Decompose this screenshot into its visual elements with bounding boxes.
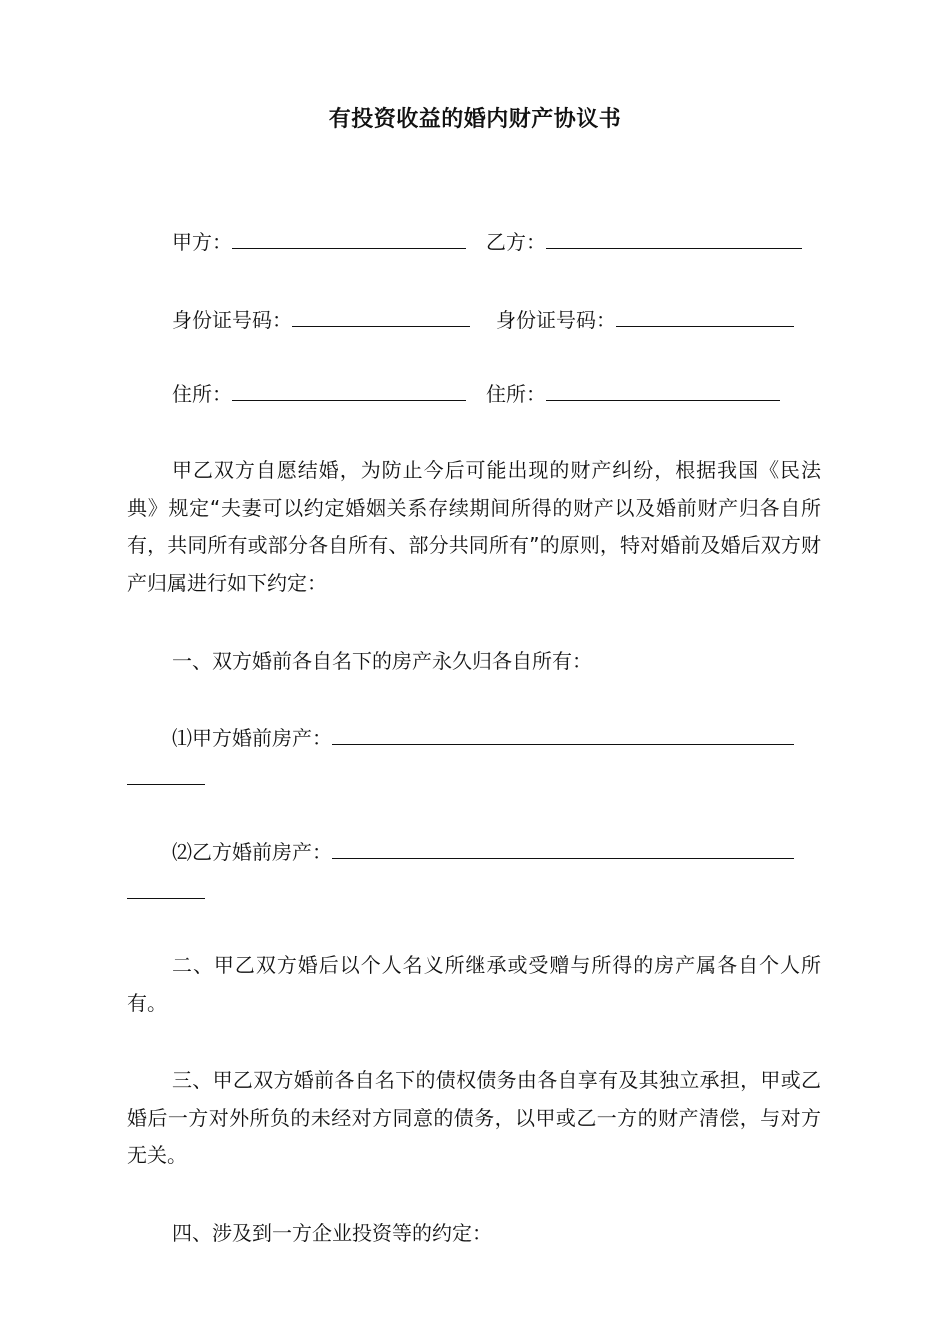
- id-a-blank: [292, 308, 470, 327]
- address-b-blank: [546, 382, 780, 401]
- party-a-field: [172, 229, 466, 255]
- party-a-blank: [232, 230, 466, 249]
- party-b-field: [486, 229, 802, 255]
- id-b-field: [496, 307, 794, 333]
- document-title: 有投资收益的婚内财产协议书: [328, 107, 622, 132]
- id-b-blank: [616, 308, 794, 327]
- party-b-blank: [546, 230, 802, 249]
- address-a-field: [172, 381, 466, 407]
- address-a-blank: [232, 382, 466, 401]
- section-1-heading: 一、双方婚前各自名下的房产永久归各自所有：: [172, 649, 592, 673]
- item-1-2-field: [172, 839, 794, 865]
- section-4-heading: 四、涉及到一方企业投资等的约定：: [172, 1221, 492, 1245]
- section-2-paragraph: 二、甲乙双方婚后以个人名义所继承或受赠与所得的房产属各自个人所有。: [127, 953, 821, 1015]
- item-1-1-blank-continuation: [127, 783, 205, 785]
- id-a-label: 身份证号码：: [172, 308, 292, 332]
- address-a-label: 住所：: [172, 382, 232, 406]
- item-1-2-blank-continuation: [127, 897, 205, 899]
- item-1-2-label: ⑵乙方婚前房产：: [172, 840, 332, 864]
- item-1-1-label: ⑴甲方婚前房产：: [172, 726, 332, 750]
- section-3-paragraph: 三、甲乙双方婚前各自名下的债权债务由各自享有及其独立承担，甲或乙婚后一方对外所负的未经对方同意的债务，以甲或乙一方的财产清偿，与对方无关。: [127, 1068, 821, 1167]
- item-1-1-blank: [332, 726, 794, 745]
- item-1-2-blank: [332, 840, 794, 859]
- id-b-label: 身份证号码：: [496, 308, 616, 332]
- intro-paragraph: 甲乙双方自愿结婚，为防止今后可能出现的财产纠纷，根据我国《民法典》规定“夫妻可以约定婚姻关系存续期间所得的财产以及婚前财产归各自所有，共同所有或部分各自所有、部分共同所有”的原则，特对婚前及婚后双方财产归属进行如下约定：: [127, 458, 821, 595]
- id-a-field: [172, 307, 470, 333]
- party-b-label: 乙方：: [486, 230, 546, 254]
- address-b-field: [486, 381, 780, 407]
- party-a-label: 甲方：: [172, 230, 232, 254]
- item-1-1-field: [172, 725, 794, 751]
- address-b-label: 住所：: [486, 382, 546, 406]
